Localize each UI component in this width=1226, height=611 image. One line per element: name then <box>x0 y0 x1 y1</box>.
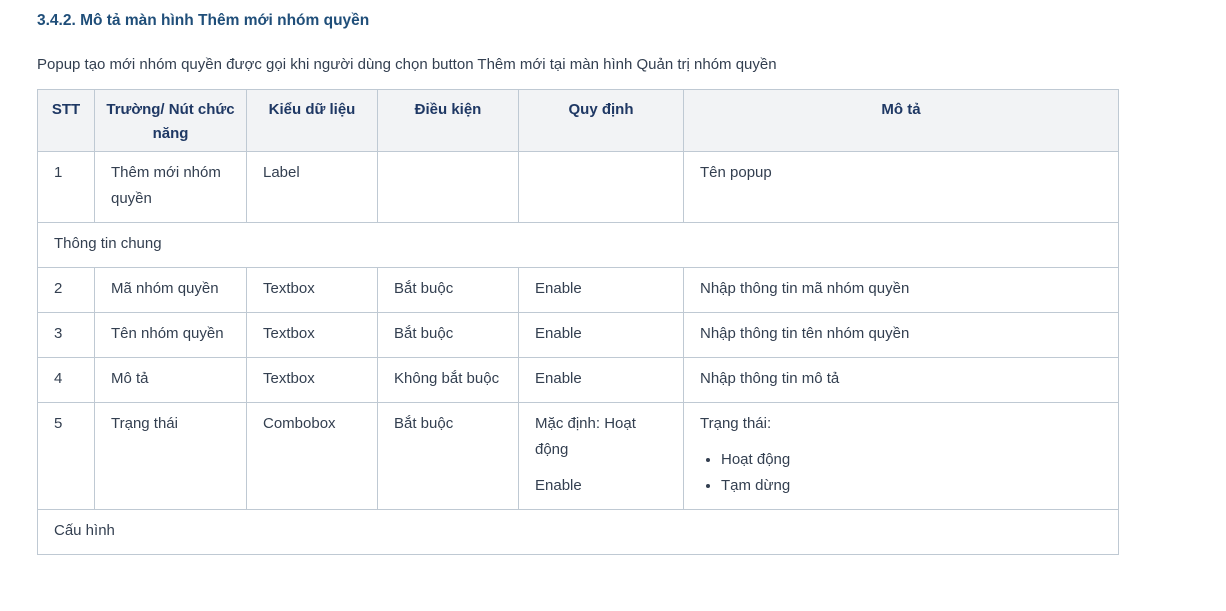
section-row-label: Cấu hình <box>38 510 1119 555</box>
cell-condition: Bắt buộc <box>378 403 519 510</box>
section-row-label: Thông tin chung <box>38 223 1119 268</box>
cell-condition: Bắt buộc <box>378 268 519 313</box>
cell-description: Nhập thông tin mã nhóm quyền <box>684 268 1119 313</box>
cell-condition <box>378 152 519 223</box>
intro-paragraph: Popup tạo mới nhóm quyền được gọi khi người dùng chọn button Thêm mới tại màn hình Quản trị nhóm quyền <box>37 56 777 73</box>
cell-rule: Enable <box>519 313 684 358</box>
cell-datatype: Textbox <box>247 268 378 313</box>
cell-stt: 5 <box>38 403 95 510</box>
cell-description: Tên popup <box>684 152 1119 223</box>
cell-condition: Không bắt buộc <box>378 358 519 403</box>
cell-rule: Mặc định: Hoạt động Enable <box>519 403 684 510</box>
cell-datatype: Textbox <box>247 358 378 403</box>
cell-field: Mã nhóm quyền <box>95 268 247 313</box>
cell-stt: 3 <box>38 313 95 358</box>
table-row <box>38 403 1119 510</box>
table-row <box>38 358 1119 403</box>
status-option: • Hoạt động <box>721 447 1102 473</box>
cell-field: Thêm mới nhóm quyền <box>95 152 247 223</box>
cell-description: Trạng thái: • Hoạt động • Tạm dừng <box>684 403 1119 510</box>
cell-datatype: Combobox <box>247 403 378 510</box>
table-row <box>38 313 1119 358</box>
section-heading: 3.4.2. Mô tả màn hình Thêm mới nhóm quyền <box>37 12 370 29</box>
cell-stt: 4 <box>38 358 95 403</box>
section-row <box>38 510 1119 555</box>
col-header-description: Mô tả <box>684 90 1119 152</box>
status-option: • Tạm dừng <box>721 473 1102 499</box>
header-row <box>38 90 1119 152</box>
cell-stt: 2 <box>38 268 95 313</box>
table-row <box>38 268 1119 313</box>
col-header-datatype: Kiểu dữ liệu <box>247 90 378 152</box>
col-header-field: Trường/ Nút chức năng <box>95 90 247 152</box>
cell-field: Mô tả <box>95 358 247 403</box>
cell-field: Trạng thái <box>95 403 247 510</box>
spec-table <box>37 89 1119 555</box>
cell-stt: 1 <box>38 152 95 223</box>
cell-rule: Enable <box>519 268 684 313</box>
cell-rule <box>519 152 684 223</box>
cell-rule: Enable <box>519 358 684 403</box>
col-header-condition: Điều kiện <box>378 90 519 152</box>
table-row <box>38 152 1119 223</box>
cell-description: Nhập thông tin mô tả <box>684 358 1119 403</box>
col-header-stt: STT <box>38 90 95 152</box>
cell-field: Tên nhóm quyền <box>95 313 247 358</box>
cell-description: Nhập thông tin tên nhóm quyền <box>684 313 1119 358</box>
section-row <box>38 223 1119 268</box>
cell-condition: Bắt buộc <box>378 313 519 358</box>
status-options-list <box>700 447 1102 499</box>
cell-datatype: Label <box>247 152 378 223</box>
col-header-rule: Quy định <box>519 90 684 152</box>
cell-datatype: Textbox <box>247 313 378 358</box>
